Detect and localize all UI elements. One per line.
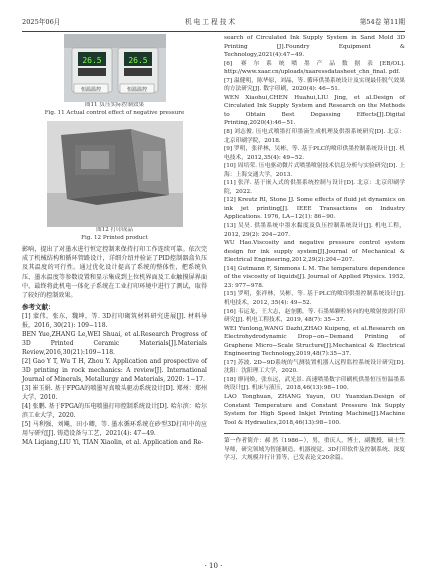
label-left: 恒温温控 bbox=[80, 87, 101, 93]
reference-item: WEN Xiaohui,CHEN Huahui,LIU Jing, et al.Design of Circulated Ink Supply System and Research on the Methods to Obtain Best Degassing Effects[J].Digital Printing,2020(4):46−51. bbox=[224, 94, 405, 127]
figure-11-photo bbox=[64, 34, 166, 102]
reference-item: MA Liqiang,LIU Yi, TIAN Xiaolin, et al. Application and Re- bbox=[22, 439, 204, 447]
reference-item: [4] 张鹏. 基于FPGA的压电喷墨打印控制系统设计[D]. 哈尔滨：哈尔滨工业大学，2020. bbox=[22, 403, 207, 420]
reference-item: [15] 罗明，张祥林，吴彬，等. 基于PLC的喷印供墨控制系统设计[J]. 机电技术，2012, 35(4): 49−52. bbox=[224, 291, 405, 306]
reference-item: WEI Yunlong,WANG Dazhi,ZHAO Kuipeng, et al.Research on Electrohydrodynamic Drop−on−Demand Printing of Graphene Micro−Scale Structure[J].Mechanical & Electrical Engineering Technology,2019,48(7):35−37. bbox=[224, 325, 405, 358]
reference-item: [16] 韦运龙，王大志，赵奎鹏，等. 石墨烯颗粒转向的电喷射按需打印研究[J]. 机电工程技术，2019, 48(7): 35−37. bbox=[224, 308, 405, 324]
running-header bbox=[22, 14, 405, 32]
reference-item: [9] 罗明，张祥林，吴彬，等. 基于PLC的喷印供墨控制系统设计[J]. 机电技术，2012,35(4): 49−52. bbox=[224, 146, 405, 161]
figure-12-caption-cn: 图12 打印成品 bbox=[96, 227, 133, 234]
header-journal: 机 电 工 程 技 术 bbox=[185, 18, 236, 26]
left-column bbox=[22, 34, 207, 447]
reference-item: [1] 蒙伟，张东，魏坤，等. 3D打印砌筑材料研究进展[J]. 材料导报，2016, 30(21): 109−118. bbox=[22, 312, 207, 329]
reference-item: [12] Kreutz RI, Stone JJ. Some effects of fluid jet dynamics on ink jet printing[J]. IEEE Transactions on Industry Applications. 1976, LA−12(1): 86−90. bbox=[224, 197, 405, 221]
display-right: 26.5 bbox=[127, 56, 148, 65]
figure-11 bbox=[64, 34, 166, 102]
right-column bbox=[224, 34, 405, 463]
author-bio: 第一作者简介：郝 然（1986−），男，重庆人，博士，副教授，硕士生导师，研究领域为智能制造、机器视觉、3D打印软件及控制系统、深度学习、大规模并行计算等，已发表论文20余篇。 bbox=[224, 433, 405, 463]
label-right: 恒温温控 bbox=[126, 87, 147, 93]
reference-item: WU Hao.Viscosity and negative pressure control system design for ink supply system[J].Journal of Mechanical & Electrical Engineering,2012,29(2):204−207. bbox=[224, 240, 405, 264]
reference-item: [17] 苏波. 2D−9D系统的气测装置机器人远程监控系统设计研究[D]. 沈阳：沈阳理工大学，2020. bbox=[224, 359, 405, 375]
reference-item: [18] 廖同焕，张东远，武光景. 高速喷墨数字印刷机供墨恒压恒温墨系统设计[J]. 机床与液压，2018,46(13):98−100. bbox=[224, 376, 405, 392]
header-issue: 第54卷 第11期 bbox=[359, 18, 405, 26]
reference-item: [13] 吴昊. 供墨系统中墨水黏度及负压控制系统设计[J]. 机电工程，2012, 29(2): 204−207. bbox=[224, 223, 405, 238]
figure-11-caption-cn: 图11 负压实际控制效果 bbox=[84, 102, 145, 108]
reference-item: [3] 崔玉娟. 基于FPGA的喷墨写真喷头驱动系统设计[D]. 郑州：郑州大学，2010. bbox=[22, 385, 207, 402]
reference-item: [11] 张洋. 基于嵌入式的供墨系统控制与设计[D]. 北京：北京印刷学院，2022. bbox=[224, 180, 405, 195]
figure-12-caption-en: Fig. 12 Printed product bbox=[81, 234, 148, 241]
references-heading: 参考文献： bbox=[22, 302, 55, 311]
figure-12-photo bbox=[47, 121, 183, 227]
reference-item: [6] 赛尔系统喷墨产品数据表[EB/OL]. http://www.xaar.cn/uploads/xaaressdatasheet_chn_final. pdf. bbox=[224, 60, 405, 76]
header-date: 2025年06月 bbox=[22, 18, 61, 26]
body-paragraph: 影响，提出了对墨水进行恒定控制来保持打印工作连续可靠。依次完成了机械结构和循环管路设计，详细介绍并验证了PID控制器盒负压及其温度的可行性。通过优化设计提高了系统的整体性，把系统负压、墨水温度等参数设置和显示集成到上位机界面及工业触摸屏界面中，最终将此机电一体化子系统在工业打印环境中进行了测试，取得了较好的控制效果。 bbox=[22, 246, 207, 299]
page-number: · 10 · bbox=[204, 562, 223, 570]
figure-12 bbox=[47, 121, 183, 227]
figure-11-caption-en: Fig. 11 Actual control effect of negative pressure bbox=[44, 109, 185, 116]
reference-item: BEN Yue,ZHANG Le,WEI Shuai, et al.Research Progress of 3D Printed Ceramic Materials[J].Materials Review,2016,30(21):109−118. bbox=[22, 330, 207, 356]
reference-item: [5] 马利强，刘飚，田小卿，等. 墨水循环系统在砂型3D打印中的应用与研究[J]. 铸造设备与工艺，2021(4): 47−49. bbox=[22, 421, 207, 438]
reference-item: [7] 温健明，陈华原，刘晶，等. 循环供墨系统设计及实现最佳脱气效果的方法研究[J]. 数字印刷，2020(4): 46−51. bbox=[224, 77, 405, 93]
reference-item: [2] Gao Y T, Wu T H, Zhou Y. Application and prospective of 3D printing in rock mechanics: A review[J]. International Journal of Minerals, Metallurgy and Materials, 2020: 1−17. bbox=[22, 357, 207, 384]
reference-item: LAO Tonghuan, ZHANG Yayun, OU Yuanxian.Design of Constant Temperature and Constant Pressure Ink Supply System for High Speed Inkjet Printing Machine[J].Machine Tool & Hydraulics,2018,46(13):98−100. bbox=[224, 393, 405, 426]
reference-item: [10] 周培荣. 压电驱动微片式喷墨喷射技术信息分析与实验研究[D]. 上海：上海交通大学，2013. bbox=[224, 163, 405, 178]
reference-item: search of Circulated Ink Supply System in Sand Mold 3D Printing [J].Foundry Equipment & Technology,2021(4):47−49. bbox=[224, 35, 405, 59]
reference-item: [8] 刘志俊. 压电式喷墨打印墨滴生成机理及供墨系统研究[D]. 北京：北京印刷学院，2018. bbox=[224, 129, 405, 144]
display-left: 26.5 bbox=[81, 56, 102, 65]
reference-item: [14] Gutmann F, Simmons L M. The temperature dependence of the viscosity of liquids[J]. Journal of Applied Physics. 1952, 23: 977−978. bbox=[224, 265, 405, 289]
